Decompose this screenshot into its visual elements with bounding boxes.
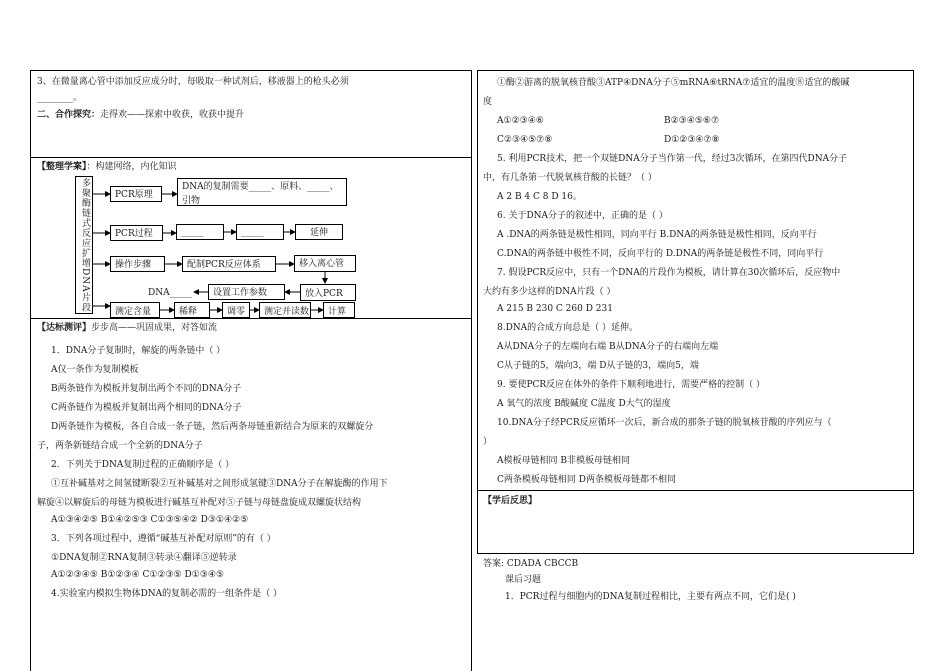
q5-options: A 2 B 4 C 8 D 16。 <box>497 192 582 202</box>
right-inner-rule <box>477 70 478 554</box>
q6-stem: 6. 关于DNA分子的叙述中，正确的是（ ） <box>497 211 668 221</box>
test-text: 步步高——巩固成果，对答如流 <box>91 323 218 333</box>
q2-stem: 2．下列关于DNA复制过程的正确顺序是（ ） <box>51 460 235 470</box>
flow-prepare: 配制PCR反应体系 <box>182 256 276 272</box>
flow-zero: 调零 <box>222 302 250 318</box>
flow-put-pcr: 放入PCR <box>300 284 356 301</box>
flow-set-params: 设置工作参数 <box>208 284 285 300</box>
q4-option-d: D①②③④⑦⑧ <box>664 135 720 145</box>
flow-pcr-process: PCR过程 <box>110 225 163 241</box>
test-section <box>37 322 217 334</box>
flow-blank-b: _____ <box>236 224 284 240</box>
flow-blank-a: _____ <box>176 224 224 240</box>
q4-option-b: B②③④⑤⑥⑦ <box>664 116 720 126</box>
q7-stem-line1: 7. 假设PCR反应中，只有一个DNA的片段作为模板，请计算在30次循环后，反应物中 <box>497 268 841 278</box>
item3-blank: ________。 <box>37 93 83 103</box>
q8-options-cd: C从子链的5，端向3，端 D从子链的3，端向5，端 <box>497 361 699 371</box>
right-outer-border <box>913 70 914 554</box>
q4-option-c: C②③④⑤⑦⑧ <box>497 135 553 145</box>
organize-heading: 【整理学案】 <box>37 162 87 172</box>
after-class-q1: 1．PCR过程与细胞内的DNA复制过程相比，主要有两点不同，它们是( ) <box>505 592 796 602</box>
center-rule <box>471 70 472 671</box>
flow-calc: 计算 <box>323 302 355 318</box>
q1-stem: 1．DNA分子复制时，解旋的两条链中（ ） <box>51 346 226 356</box>
flow-extend: 延伸 <box>295 224 343 240</box>
reflect-heading: 【学后反思】 <box>483 496 538 506</box>
flow-dna-needs-line1: DNA的复制需要_____、原料、_____、 <box>182 182 339 192</box>
q10-stem-line2: ） <box>483 437 493 447</box>
q1-option-d-line2: 子，两条新链结合成一个全新的DNA分子 <box>37 441 203 451</box>
q1-option-b: B两条链作为模板并复制出两个不同的DNA分子 <box>51 384 242 394</box>
q9-options: A 氧气的浓度 B酸碱度 C温度 D大气的湿度 <box>497 399 671 409</box>
coop-text: 走得欢——探索中收获，收获中提升 <box>100 110 245 120</box>
q5-stem-line2: 中，有几条第一代脱氧核苷酸的长链？（ ） <box>483 173 657 183</box>
right-top-border <box>477 70 914 71</box>
q10-options-ab: A模板母链相同 B非模板母链相同 <box>497 456 630 466</box>
left-divider-2 <box>30 318 471 319</box>
q6-options-cd: C.DNA的两条链中极性不同，反向平行的 D.DNA的两条链是极性不同，同向平行 <box>497 249 824 259</box>
item3-text: 3、在微量离心管中添加反应成分时，每吸取一种试剂后，移液器上的枪头必须 <box>37 77 349 87</box>
flowchart-vertical-label: 多聚酶链式反应扩增DNA片段 <box>80 178 90 313</box>
q2-steps-line2: 解旋④以解旋后的母链为模板进行碱基互补配对⑤子链与母链盘旋成双螺旋状结构 <box>37 498 362 508</box>
organize-text: ：构建网络，内化知识 <box>86 162 177 172</box>
flow-dna-needs-line2: 引物 <box>182 196 201 206</box>
q3-options: A①②③④⑤ B①②③④ C①②③⑤ D①③④⑤ <box>51 570 224 580</box>
answer-key: 答案: CDADA CBCCB <box>483 559 579 569</box>
q2-steps-line1: ①互补碱基对之间氢键断裂②互补碱基对之间形成氢键③DNA分子在解旋酶的作用下 <box>51 479 388 489</box>
flow-pcr-principle: PCR原理 <box>110 186 162 202</box>
q4-stem: 4.实验室内模拟生物体DNA的复制必需的一组条件是（ ） <box>51 589 283 599</box>
q3-steps: ①DNA复制②RNA复制③转录④翻译⑤逆转录 <box>51 553 237 563</box>
flow-dna-needs <box>177 178 347 206</box>
q4-conditions-line1: ①酶②游离的脱氧核苷酸③ATP④DNA分子⑤mRNA⑥tRNA⑦适宜的温度⑧适宜的酸碱 <box>497 78 850 88</box>
q2-options: A①③④②⑤ B①④②⑤③ C①③⑤④② D③①④②⑤ <box>51 515 249 525</box>
q10-stem-line1: 10.DNA分子经PCR反应循环一次后，新合成的那条子链的脱氧核苷酸的序列应与（ <box>497 418 832 428</box>
flow-read: 测定并读数 <box>259 302 311 318</box>
q7-options: A 215 B 230 C 260 D 231 <box>497 304 613 314</box>
q1-option-c: C两条链作为模板并复制出两个相同的DNA分子 <box>51 403 242 413</box>
flow-move-tube: 移入离心管 <box>294 255 356 272</box>
q6-options-ab: A .DNA的两条链是极性相同，同向平行 B.DNA的两条链是极性相同，反向平行 <box>497 230 817 240</box>
q1-option-a: A仅一条作为复制模板 <box>51 365 139 375</box>
flow-steps: 操作步骤 <box>110 256 165 272</box>
q9-stem: 9. 要使PCR反应在体外的条件下顺利地进行，需要严格的控制（ ） <box>497 380 766 390</box>
flow-measure: 测定含量 <box>110 302 160 318</box>
q5-stem-line1: 5. 利用PCR技术，把一个双链DNA分子当作第一代，经过3次循环，在第四代DNA分子 <box>497 154 848 164</box>
coop-heading: 二、合作探究： <box>37 110 101 120</box>
after-class-heading: 课后习题 <box>505 575 542 585</box>
q1-option-d-line1: D两条链作为模板，各自合成一条子链，然后两条母链重新结合为原来的双螺旋分 <box>51 422 374 432</box>
q7-stem-line2: 大约有多少这样的DNA片段（ ） <box>483 287 616 297</box>
right-divider <box>477 490 914 491</box>
q3-stem: 3．下列各项过程中，遵循“碱基互补配对原则”的有（ ） <box>51 534 276 544</box>
q8-options-ab: A从DNA分子的左端向右端 B从DNA分子的右端向左端 <box>497 342 719 352</box>
right-bottom-border <box>477 553 914 554</box>
test-heading: 【达标测评】 <box>37 323 92 333</box>
flow-dna-blank: DNA_____ <box>148 288 193 298</box>
flowchart <box>0 0 471 318</box>
q4-option-a: A①②③④⑥ <box>497 116 544 126</box>
q10-options-cd: C两条模板母链相同 D两条模板母链都不相同 <box>497 475 676 485</box>
q8-stem: 8.DNA的合成方向总是（ ）延伸。 <box>497 323 639 333</box>
flow-dilute: 稀释 <box>174 302 210 318</box>
q4-conditions-line2: 度 <box>483 97 493 107</box>
